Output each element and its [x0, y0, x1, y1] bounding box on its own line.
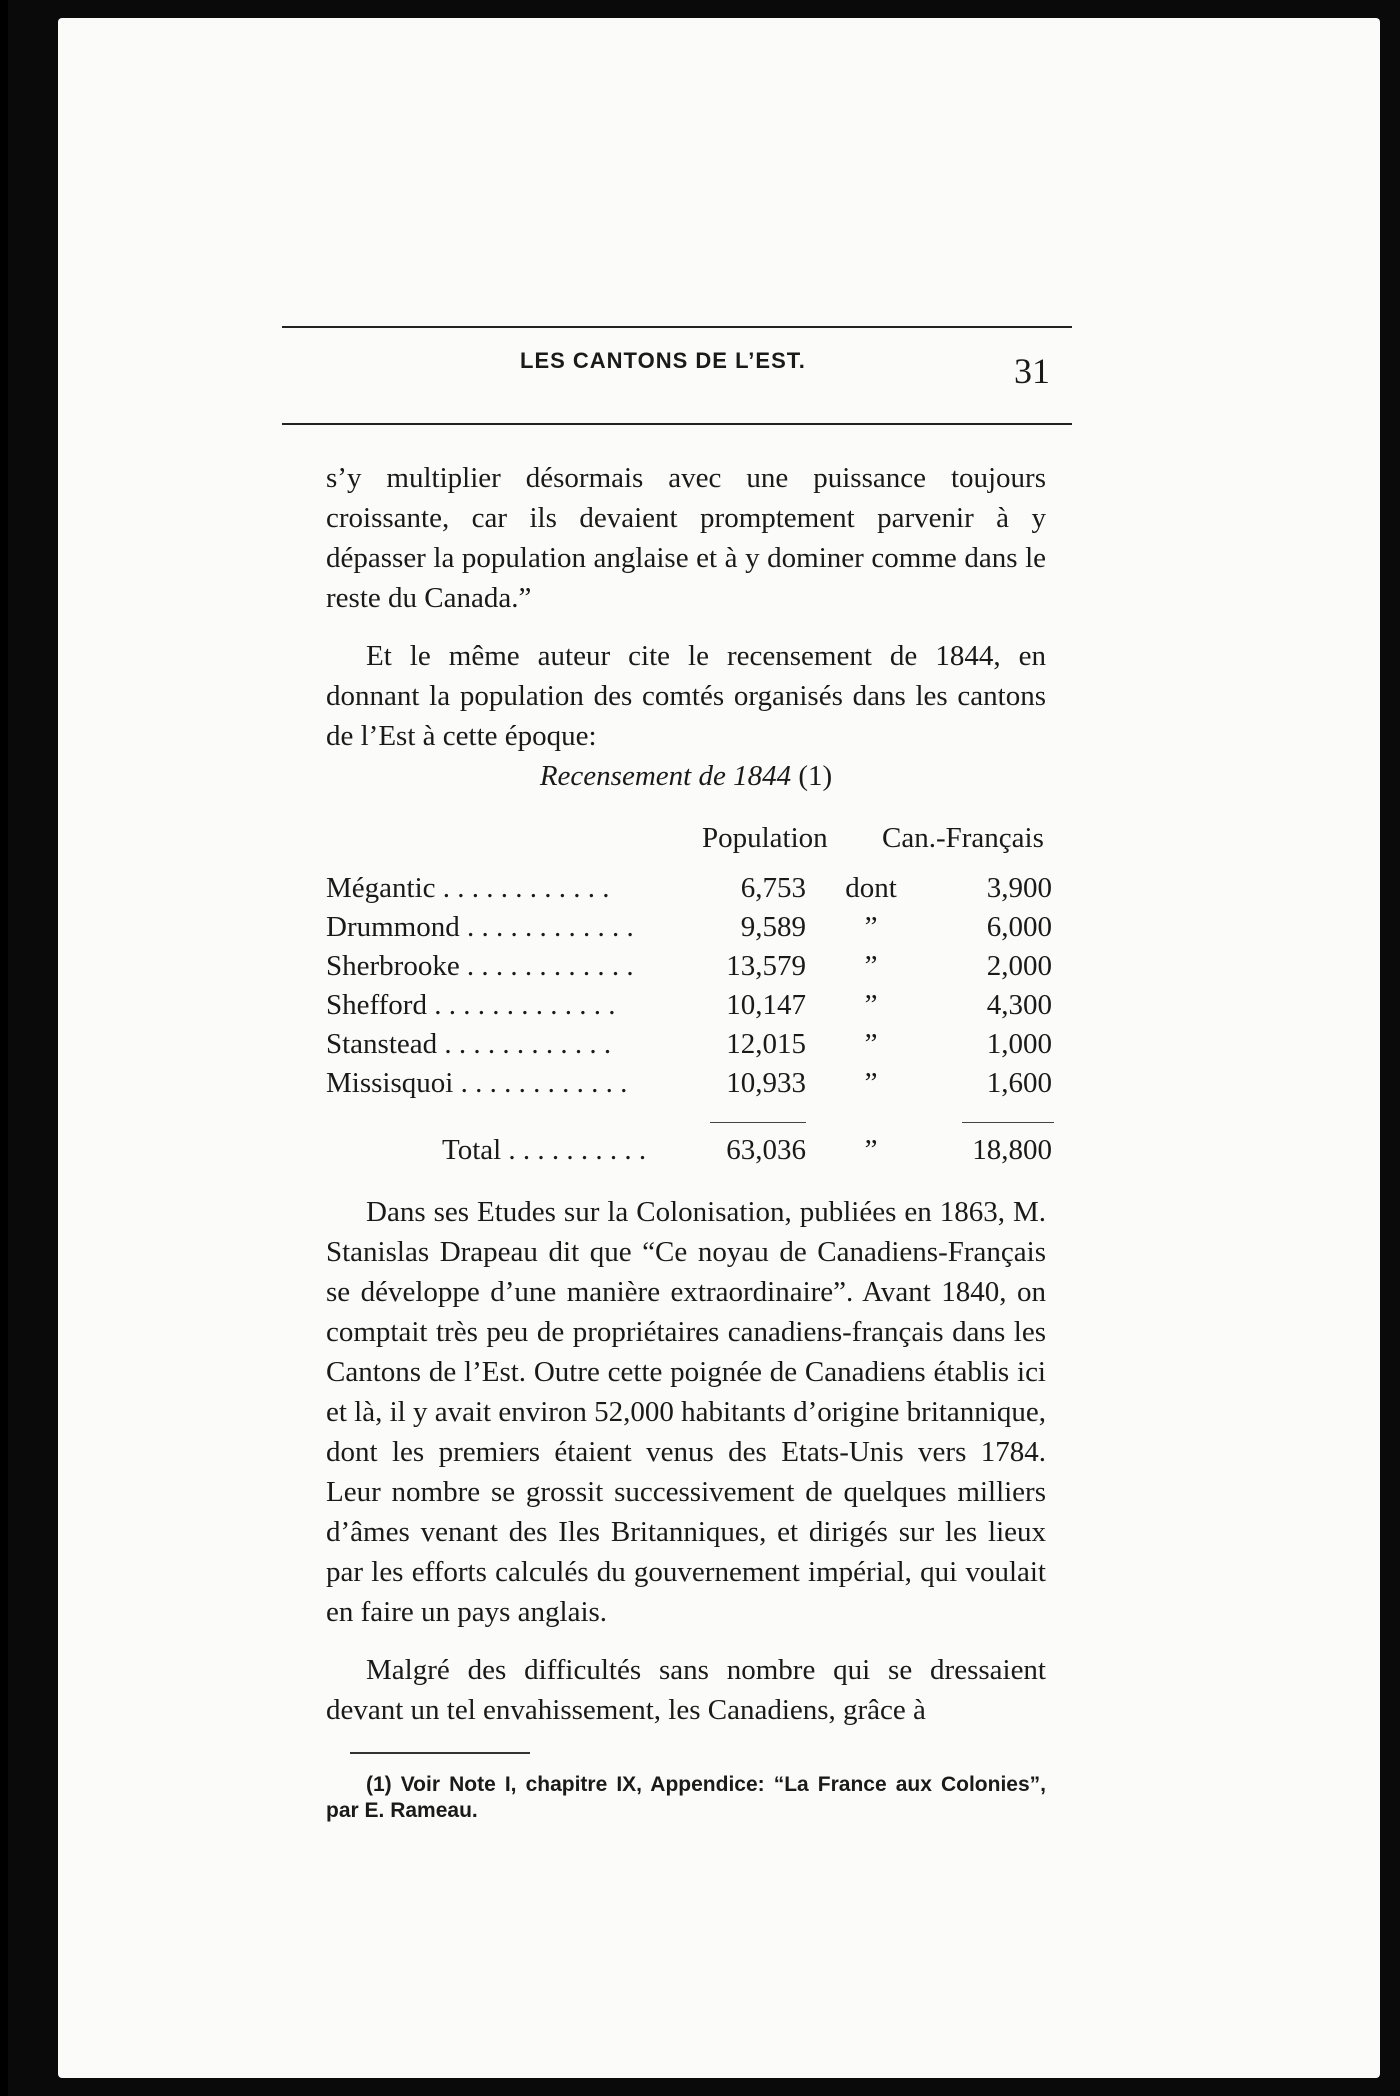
- running-header: LES CANTONS DE L’EST.: [520, 348, 806, 373]
- header-top-rule: [282, 326, 1072, 328]
- separator: ”: [864, 911, 878, 943]
- paragraph: Dans ses Etudes sur la Colonisation, publiées en 1863, M. Stanislas Drapeau dit que “Ce noyau de Canadiens-Français se développe d’une manière extraordinaire”. Avant 1840, on comptait très peu de propriétaires canadiens-français dans les Cantons de l’Est. Outre cette poignée de Canadiens établis ici et là, il y avait environ 52,000 habitants d’origine britannique, dont les premiers étaient venus des Etats-Unis vers 1784. Leur nombre se grossit successivement de quelques milliers d’âmes venant des Iles Britanniques, et dirigés sur les lieux par les efforts calculés du gouvernement impérial, qui voulait en faire un pays anglais.: [326, 1196, 1046, 1628]
- body-text-top: [326, 458, 1046, 774]
- footnote: (1) Voir Note I, chapitre IX, Appendice: “La France aux Colonies”, par E. Rameau.: [326, 1773, 1046, 1822]
- population-value: 13,579: [726, 950, 806, 982]
- french-value: 1,600: [986, 1067, 1052, 1099]
- separator: ”: [864, 1134, 878, 1166]
- total-label: Total . . . . . . . . . .: [442, 1134, 647, 1166]
- table-caption-title: Recensement de 1844: [539, 760, 792, 792]
- paragraph: s’y multiplier désormais avec une puissance toujours croissante, car ils devaient promptement parvenir à y dépasser la population anglaise et à y dominer comme dans le reste du Canada.”: [326, 462, 1046, 614]
- county-name: Sherbrooke . . . . . . . . . . . .: [326, 950, 634, 982]
- column-header-population: Population: [702, 822, 828, 854]
- population-value: 6,753: [740, 872, 806, 904]
- scan-edge: [0, 0, 8, 2096]
- table-row: [326, 911, 1096, 949]
- total-population: 63,036: [726, 1134, 806, 1166]
- county-name: Mégantic . . . . . . . . . . . .: [326, 872, 610, 904]
- page-number: 31: [1014, 351, 1050, 391]
- separator: ”: [864, 950, 878, 982]
- table-caption-ref: (1): [791, 760, 833, 792]
- table-row: [326, 950, 1096, 988]
- french-value: 3,900: [986, 872, 1052, 904]
- french-value: 1,000: [986, 1028, 1052, 1060]
- table-caption: [326, 760, 1046, 793]
- separator: ”: [864, 989, 878, 1021]
- county-name: Drummond . . . . . . . . . . . .: [326, 911, 634, 943]
- french-value: 2,000: [986, 950, 1052, 982]
- french-value: 4,300: [986, 989, 1052, 1021]
- county-name: Shefford . . . . . . . . . . . . .: [326, 989, 616, 1021]
- paragraph: Et le même auteur cite le recensement de 1844, en donnant la population des comtés organisés dans les cantons de l’Est à cette époque:: [326, 640, 1046, 752]
- separator: ”: [864, 1067, 878, 1099]
- table-row: [326, 872, 1096, 910]
- county-name: Stanstead . . . . . . . . . . . .: [326, 1028, 612, 1060]
- separator: ”: [864, 1028, 878, 1060]
- table-row: [326, 1067, 1096, 1105]
- population-value: 10,147: [726, 989, 806, 1021]
- table-total-row: [326, 1134, 1096, 1172]
- sum-line-french: [962, 1122, 1054, 1123]
- sum-line-population: [710, 1122, 806, 1123]
- footnote-rule: [350, 1752, 530, 1754]
- paragraph: Malgré des difficultés sans nombre qui se dressaient devant un tel envahissement, les Canadiens, grâce à: [326, 1654, 1046, 1726]
- total-french: 18,800: [972, 1134, 1052, 1166]
- population-value: 10,933: [726, 1067, 806, 1099]
- column-header-french: Can.-Français: [882, 822, 1044, 854]
- county-name: Missisquoi . . . . . . . . . . . .: [326, 1067, 628, 1099]
- table-row: [326, 1028, 1096, 1066]
- header-bottom-rule: [282, 423, 1072, 425]
- population-value: 9,589: [740, 911, 806, 943]
- population-value: 12,015: [726, 1028, 806, 1060]
- separator: dont: [845, 872, 897, 904]
- table-row: [326, 989, 1096, 1027]
- french-value: 6,000: [986, 911, 1052, 943]
- body-text-bottom: [326, 1192, 1046, 1730]
